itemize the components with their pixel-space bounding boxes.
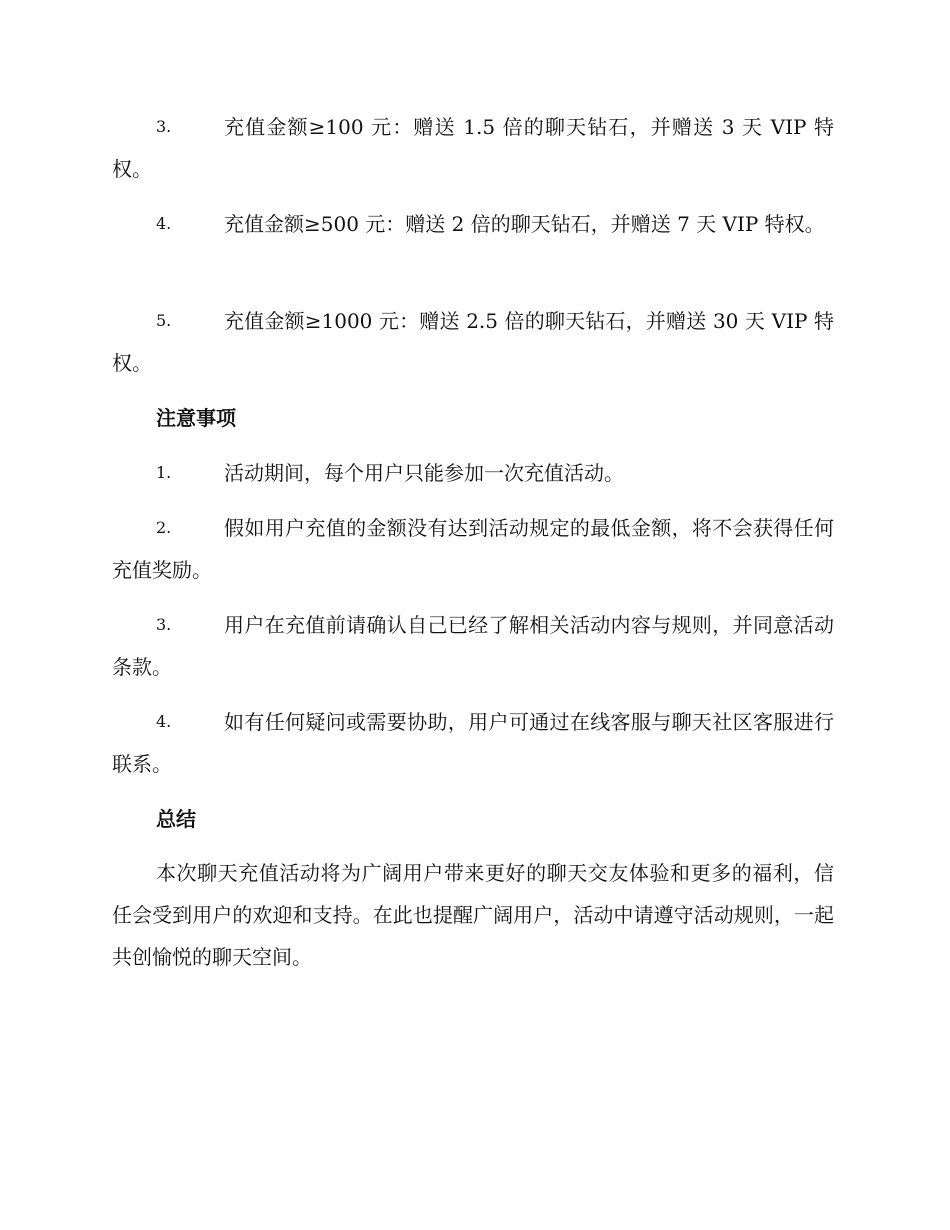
section-heading-notes: 注意事项 [156,406,236,430]
list-item-text: 充值金额≥1000 元：赠送 2.5 倍的聊天钻石，并赠送 30 天 VIP 特权。 [112,309,834,375]
list-item-number: 1. [156,463,172,482]
list-item-number: 2. [156,518,172,537]
list-item-text: 充值金额≥500 元：赠送 2 倍的聊天钻石，并赠送 7 天 VIP 特权。 [224,212,825,236]
section-heading-summary: 总结 [156,807,196,831]
list-item-text: 充值金额≥100 元：赠送 1.5 倍的聊天钻石，并赠送 3 天 VIP 特权。 [112,115,834,181]
list-item-number: 3. [156,615,172,634]
list-item [112,507,834,591]
list-item-text: 活动期间，每个用户只能参加一次充值活动。 [224,461,624,485]
list-item [112,203,834,245]
list-item [112,452,834,494]
list-item [112,604,834,688]
list-item [112,300,834,384]
list-item-number: 4. [156,214,172,233]
list-item-text: 假如用户充值的金额没有达到活动规定的最低金额，将不会获得任何充值奖励。 [112,516,834,582]
list-item-number: 5. [156,311,172,330]
list-item [112,106,834,190]
list-item-number: 4. [156,712,172,731]
list-item-text: 用户在充值前请确认自己已经了解相关活动内容与规则，并同意活动条款。 [112,613,834,679]
summary-paragraph: 本次聊天充值活动将为广阔用户带来更好的聊天交友体验和更多的福利，信任会受到用户的欢迎和支持。在此也提醒广阔用户，活动中请遵守活动规则，一起共创愉悦的聊天空间。 [112,861,834,969]
list-item-text: 如有任何疑问或需要协助，用户可通过在线客服与聊天社区客服进行联系。 [112,710,834,776]
list-item [112,701,834,785]
list-item-number: 3. [156,117,172,136]
